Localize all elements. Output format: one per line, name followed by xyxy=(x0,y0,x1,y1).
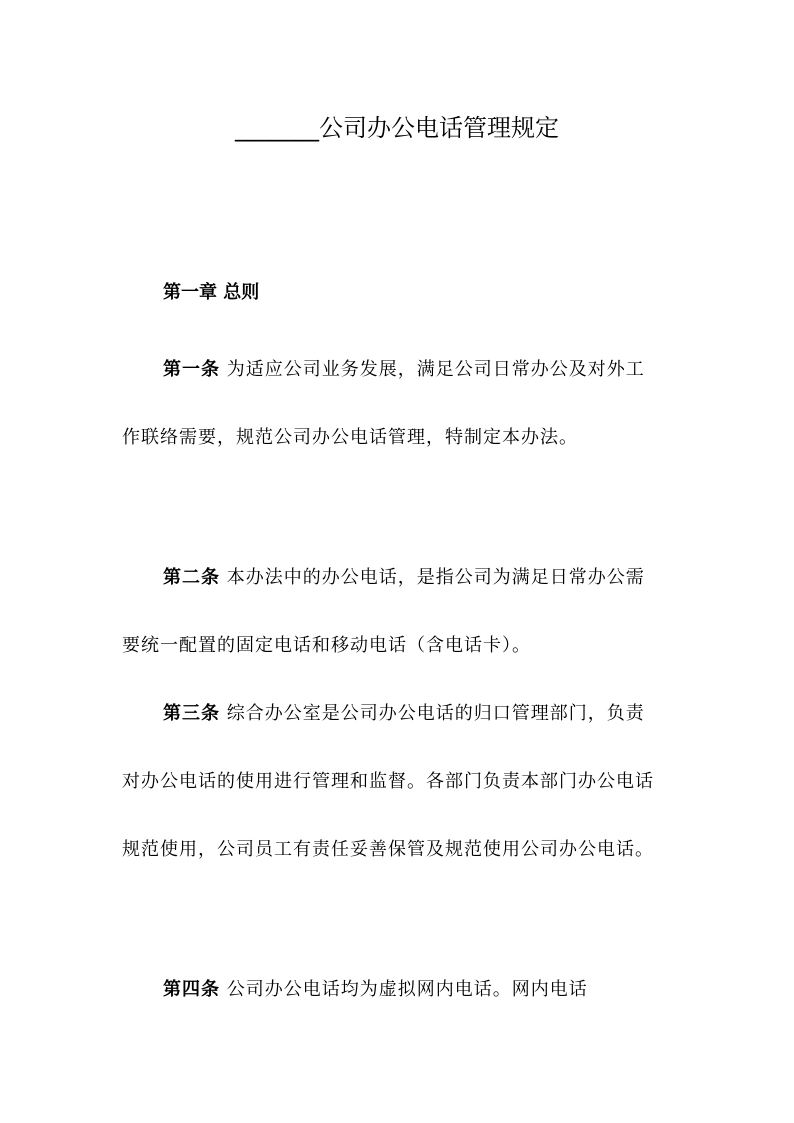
article-text: 本办法中的办公电话，是指公司为满足日常办公需要统一配置的固定电话和移动电话（含电话卡）。 xyxy=(122,567,645,656)
article-label: 第三条 xyxy=(163,703,220,724)
article-1 xyxy=(122,336,662,472)
article-label: 第二条 xyxy=(163,567,220,588)
article-text: 综合办公室是公司办公电话的归口管理部门，负责对办公电话的使用进行管理和监督。各部门负责本部门办公电话规范使用，公司员工有责任妥善保管及规范使用公司办公电话。 xyxy=(122,703,654,860)
article-4 xyxy=(122,956,662,1024)
article-text: 为适应公司业务发展，满足公司日常办公及对外工作联络需要，规范公司办公电话管理，特制定本办法。 xyxy=(122,359,645,448)
chapter-heading: 第一章 总则 xyxy=(163,282,260,303)
document-title: _______公司办公电话管理规定 xyxy=(235,114,559,142)
article-2 xyxy=(122,544,662,680)
article-3 xyxy=(122,680,662,884)
article-label: 第一条 xyxy=(163,359,220,380)
article-text: 公司办公电话均为虚拟网内电话。网内电话 xyxy=(226,979,588,1000)
article-label: 第四条 xyxy=(163,979,220,1000)
